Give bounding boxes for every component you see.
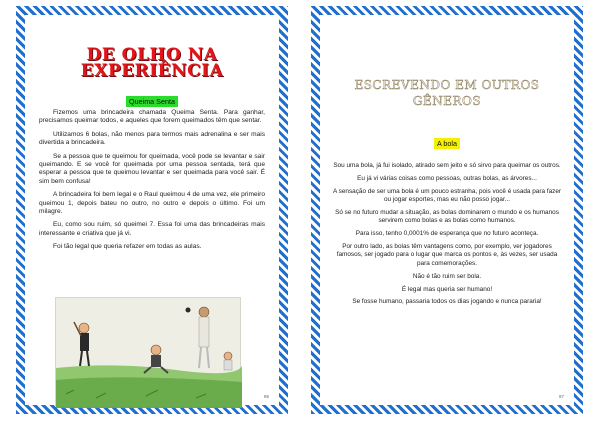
right-title-line1: ESCREVENDO EM OUTROS — [354, 78, 540, 92]
right-page-number: 87 — [558, 394, 564, 399]
left-paragraph: Se a pessoa que te queimou for queimada, você pode se levantar e sair queimando. E se você for queimada por uma pessoa sentada, terá que esperar a pessoa que te queimou levantar e ser queimada para você sair. É sim bem confusa! — [39, 152, 265, 185]
right-paragraph: Se fosse humano, passaria todos os dias jogando e nunca pararia! — [352, 298, 542, 306]
left-section-label — [25, 97, 279, 106]
left-body-text — [39, 109, 265, 257]
right-section-label — [320, 139, 574, 148]
right-paragraph: Por outro lado, as bolas têm vantagens como, por exemplo, ver jogadores famosos, ser jogado para o lugar que marca os pontos e, às vezes, ser usada para comemorações. — [336, 242, 558, 267]
right-title-line2: GÊNEROS — [412, 94, 482, 108]
right-paragraph: Eu já vi várias coisas como pessoas, outras bolas, as árvores... — [357, 174, 537, 182]
left-page-number: 86 — [263, 394, 269, 399]
right-paragraph: Não é tão ruim ser bola. — [412, 272, 482, 280]
left-paragraph: Fizemos uma brincadeira chamada Queima Senta. Para ganhar, precisamos queimar todos, e aqueles que forem queimados têm que sentar. — [39, 109, 265, 125]
right-paragraph: Sou uma bola, já fui isolado, atirado sem jeito e só sirvo para queimar os outros. — [333, 162, 561, 169]
left-paragraph: A brincadeira foi bem legal e o Raul queimou 4 de uma vez, ele primeiro queimou 1, depois bateu no outro, no outro e depois o último. Foi um milagre. — [39, 191, 265, 216]
right-body-text — [332, 162, 562, 311]
right-page — [311, 6, 583, 414]
children-drawing-illustration — [55, 297, 241, 407]
left-paragraph: Eu, como sou ruim, só queimei 7. Essa foi uma das brincadeiras mais interessante e criativa que já vi. — [39, 221, 265, 237]
left-page — [16, 6, 288, 414]
left-paragraph: Foi tão legal que queria refazer em todas as aulas. — [53, 243, 202, 251]
drawing-art — [56, 298, 242, 408]
right-section-highlight: A bola — [434, 138, 460, 149]
right-paragraph: É legal mas queria ser humano! — [401, 285, 493, 293]
left-paragraph: Utilizamos 6 bolas, não menos para termos mais adrenalina e ser mais divertida a brincadeira. — [39, 130, 265, 147]
right-page-title — [320, 77, 574, 109]
left-title-line1: DE OLHO NA — [86, 45, 218, 65]
right-paragraph: Só se no futuro mudar a situação, as bolas dominarem o mundo e os humanos servirem como bolas e as bolas como humanos. — [335, 208, 559, 225]
right-paragraph: A sensação de ser uma bola é um pouco estranha, pois você é usada para fazer ou jogar esportes, mas eu não posso jogar... — [332, 187, 562, 204]
left-page-title — [25, 47, 279, 79]
left-section-highlight: Queima Senta — [126, 96, 178, 107]
right-paragraph: Para isso, tenho 0,0001% de esperança que no futuro aconteça. — [355, 230, 539, 238]
left-title-line2: EXPERIÊNCIA — [80, 61, 224, 81]
